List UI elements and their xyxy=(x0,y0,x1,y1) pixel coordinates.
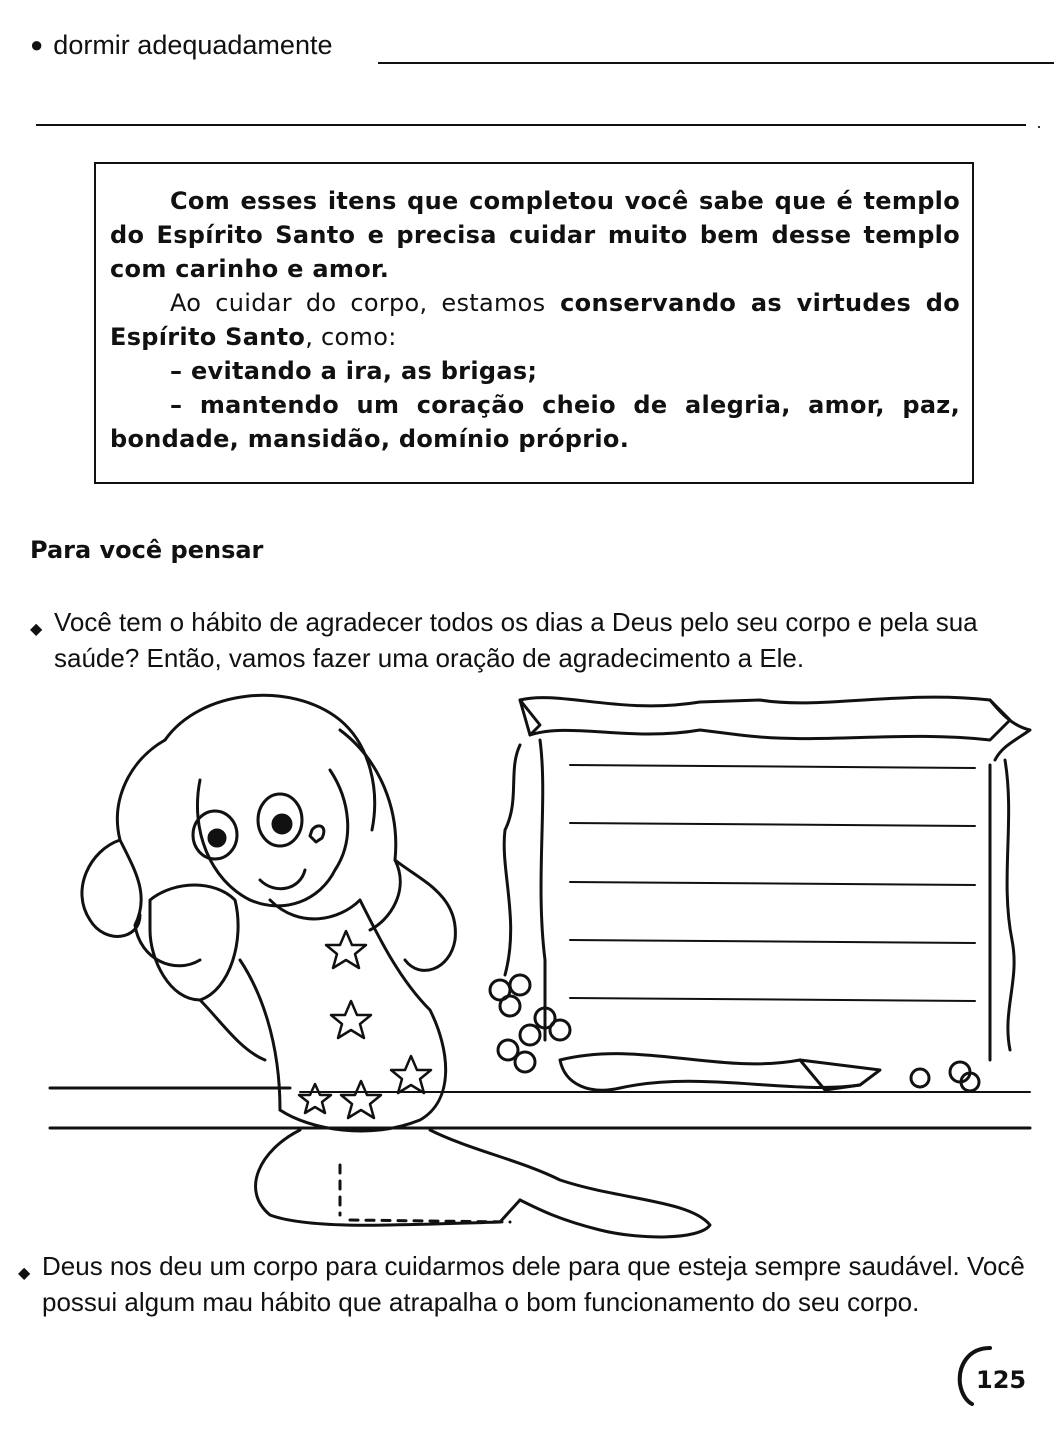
diamond-bullet-icon: ◆ xyxy=(18,1265,31,1282)
box-item-2: – mantendo um coração cheio de alegria, amor, paz, bondade, mansidão, domínio próprio. xyxy=(110,391,960,453)
box-paragraph-1: Com esses itens que completou você sabe que é templo do Espírito Santo e precisa cuidar muito bem desse templo com carinho e amor. xyxy=(110,187,960,283)
girl-praying-illustration xyxy=(82,695,710,1237)
box-paragraph-2: Ao cuidar do corpo, estamos conservando as virtudes do Espírito Santo, como: xyxy=(110,289,961,351)
writing-line xyxy=(570,998,975,1001)
question-2 xyxy=(18,1248,1038,1320)
flower-icon xyxy=(490,975,979,1091)
writing-line xyxy=(570,882,975,885)
question-2-text: Deus nos deu um corpo para cuidarmos dele para que esteja sempre saudável. Você possui algum mau hábito que atrapalha o bom funcionamento do seu corpo. xyxy=(42,1251,1025,1317)
writing-line xyxy=(570,823,975,826)
bullet-dot-icon: ● xyxy=(30,32,44,57)
writing-line xyxy=(570,765,975,768)
box-item-1: – evitando a ira, as brigas; xyxy=(170,357,538,385)
page-number: 125 xyxy=(976,1366,1027,1394)
star-icon xyxy=(299,931,431,1118)
section-title: Para você pensar xyxy=(30,536,264,564)
diamond-bullet-icon: ◆ xyxy=(30,621,43,638)
line-end-dot: · xyxy=(1036,116,1042,136)
writing-line xyxy=(570,940,975,943)
fill-in-label: dormir adequadamente xyxy=(53,30,333,60)
scroll-banner-illustration xyxy=(504,697,1030,1090)
question-1-text: Você tem o hábito de agradecer todos os dias a Deus pelo seu corpo e pela sua saúde? Então, vamos fazer uma oração de agradecimento a Ele. xyxy=(54,607,978,673)
